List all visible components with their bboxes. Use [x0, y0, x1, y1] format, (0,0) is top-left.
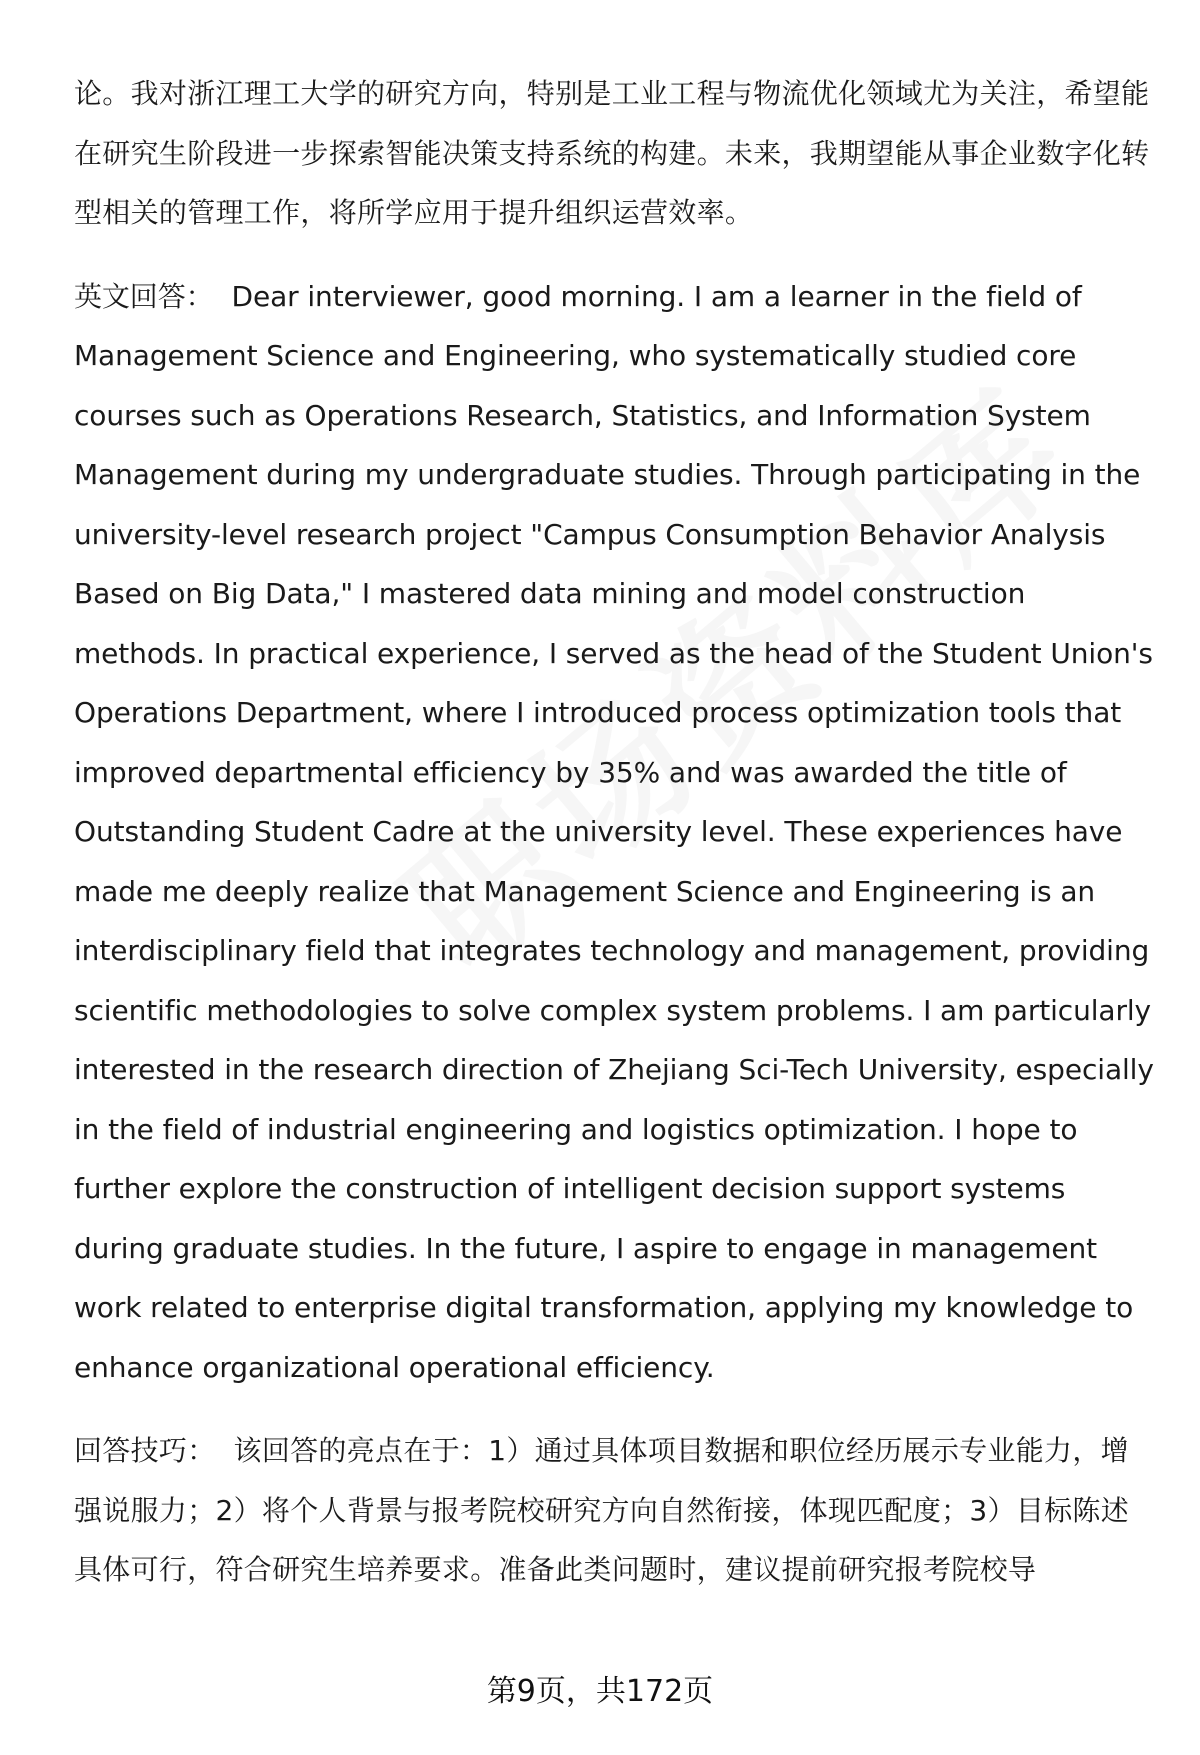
answer-tips-text: 该回答的亮点在于：1）通过具体项目数据和职位经历展示专业能力，增强说服力；2）将个人背景与报考院校研究方向自然衔接，体现匹配度；3）目标陈述具体可行，符合研究生培养要求。准备此类问题时，建议提前研究报考院校导 — [74, 1434, 1130, 1586]
english-answer-paragraph — [74, 267, 1154, 1398]
paragraph-gap — [74, 243, 1154, 267]
paragraph-gap — [74, 1397, 1154, 1421]
answer-tips-paragraph — [74, 1421, 1154, 1600]
english-answer-text: Dear interviewer, good morning. I am a learner in the field of Management Science and Engineering, who systematically studied core courses such as Operations Research, Statistics, and Information System Management during my undergraduate studies. Through participating in the university-level research project "Campus Consumption Behavior Analysis Based on Big Data," I mastered data mining and model construction methods. In practical experience, I served as the head of the Student Union's Operations Department, where I introduced process optimization tools that improved departmental efficiency by 35% and was awarded the title of Outstanding Student Cadre at the university level. These experiences have made me deeply realize that Management Science and Engineering is an interdisciplinary field that integrates technology and management, providing scientific methodologies to solve complex system problems. I am particularly interested in the research direction of Zhejiang Sci-Tech University, especially in the field of industrial engineering and logistics optimization. I hope to further explore the construction of intelligent decision support systems during graduate studies. In the future, I aspire to engage in management work related to enterprise digital transformation, applying my knowledge to enhance organizational operational efficiency. — [74, 279, 1154, 1384]
chinese-answer-continuation: 论。我对浙江理工大学的研究方向，特别是工业工程与物流优化领域尤为关注，希望能在研究生阶段进一步探索智能决策支持系统的构建。未来，我期望能从事企业数字化转型相关的管理工作，将所学应用于提升组织运营效率。 — [74, 77, 1150, 229]
document-body — [74, 64, 1154, 1600]
answer-tips-label: 回答技巧： — [74, 1434, 216, 1467]
english-answer-label: 英文回答： — [74, 279, 214, 313]
page-number-footer: 第9页，共172页 — [486, 1674, 714, 1709]
